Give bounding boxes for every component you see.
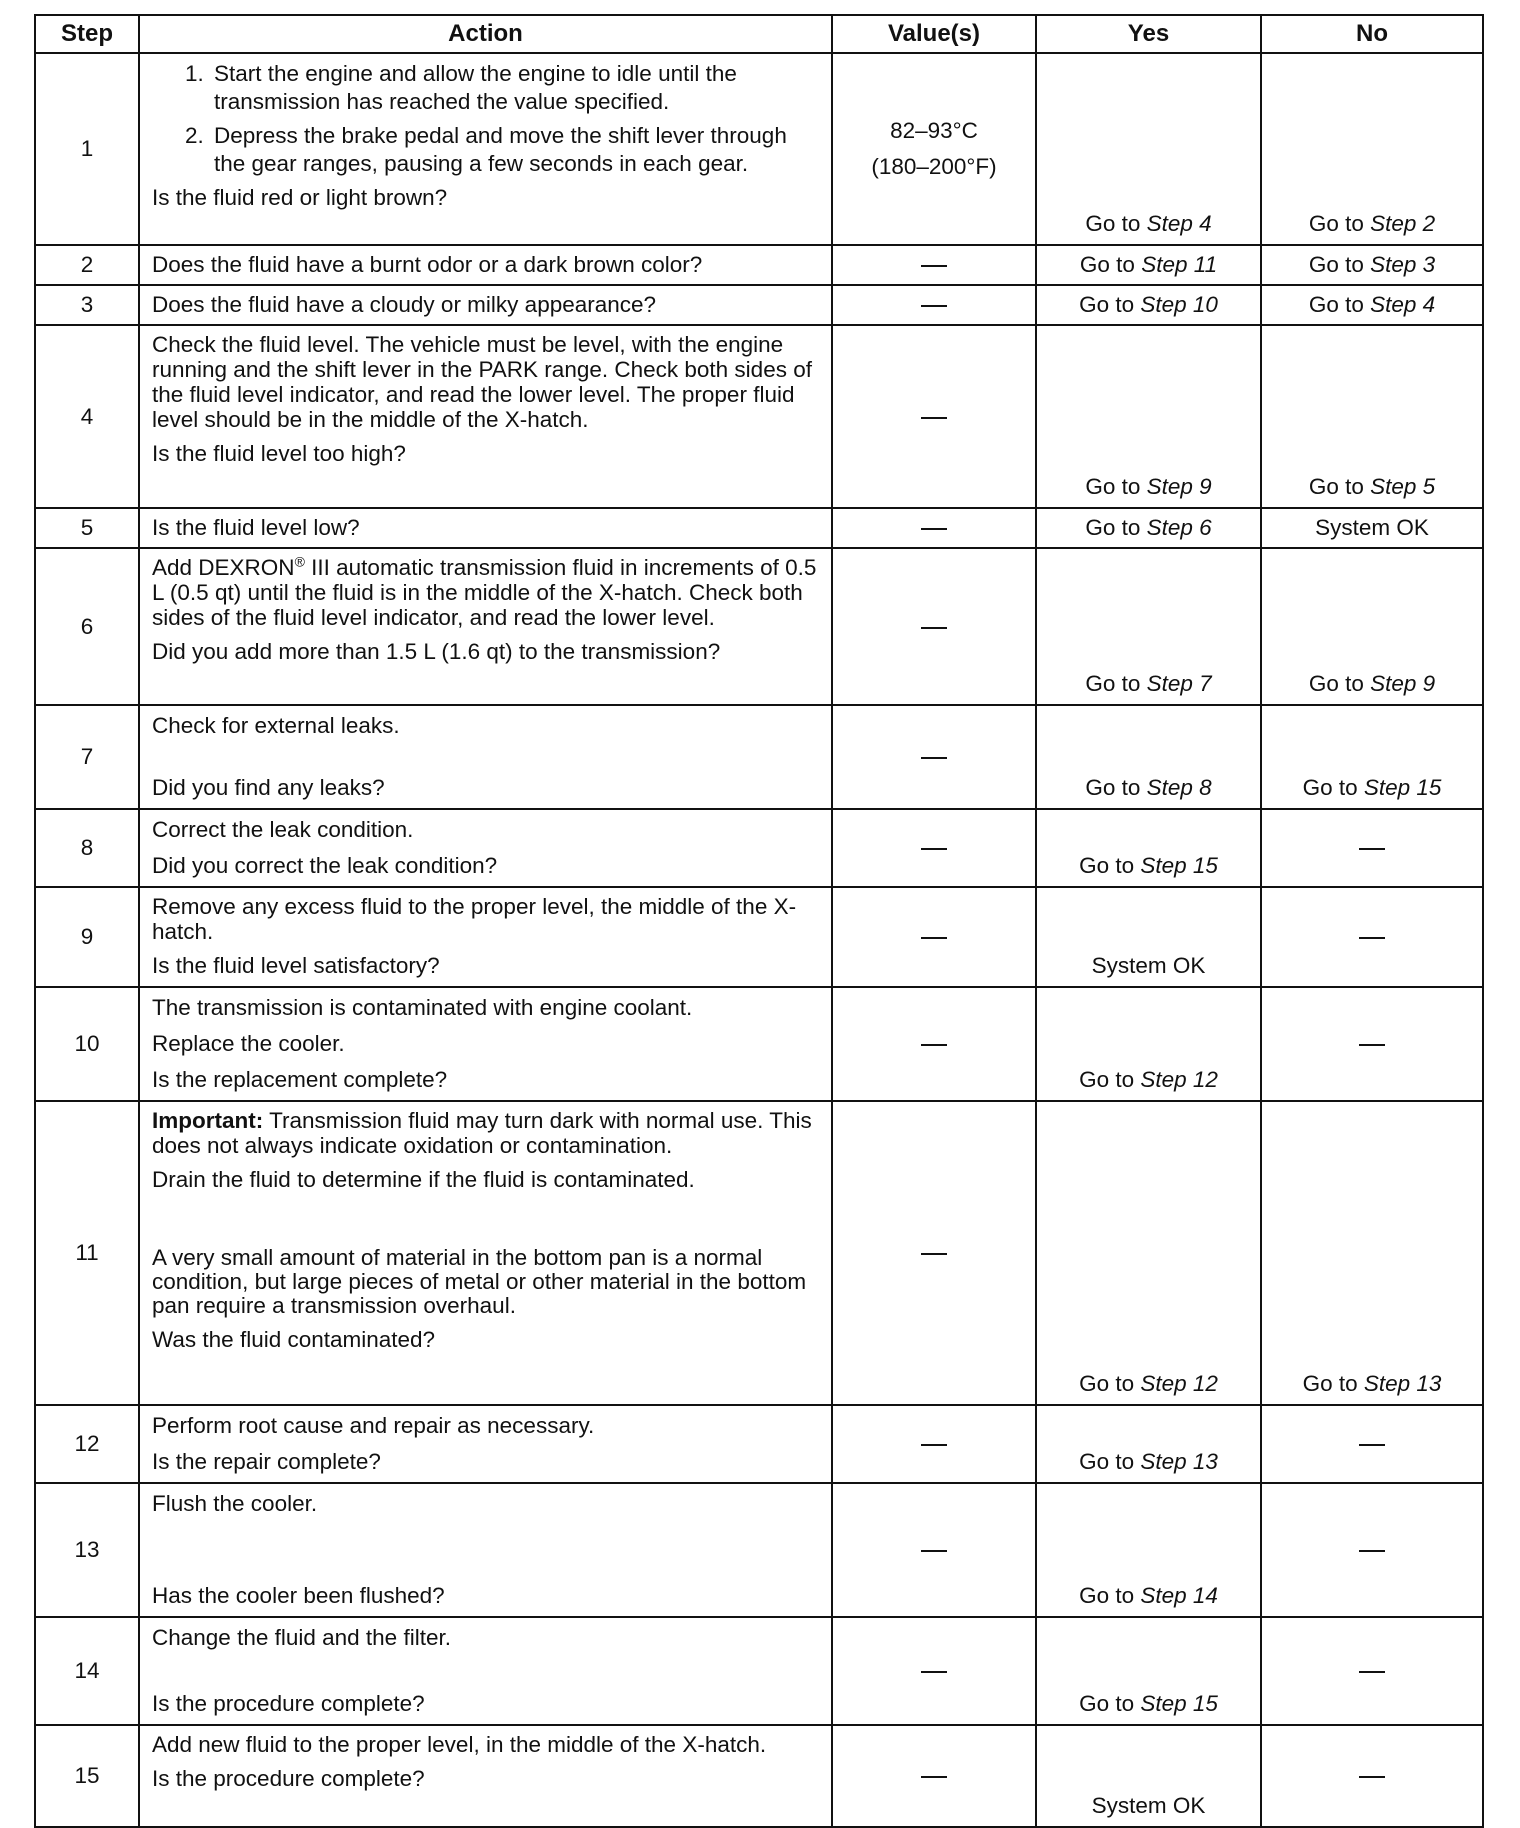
- step-number: 5: [35, 508, 139, 548]
- goto-label: Go to: [1308, 671, 1364, 696]
- goto-label: Go to: [1079, 252, 1135, 277]
- no-cell: [1261, 53, 1483, 245]
- goto-step-link[interactable]: Step 15: [1140, 853, 1218, 878]
- yes-cell: [1036, 1101, 1261, 1405]
- table-row-step-9: [35, 887, 1483, 987]
- diagnostic-table: [34, 14, 1484, 1828]
- dash-mark: [1359, 848, 1385, 850]
- goto-label: Go to: [1085, 515, 1141, 540]
- no-cell: [1261, 1483, 1483, 1617]
- yes-cell: [1036, 508, 1261, 548]
- dash-mark: [921, 1444, 947, 1446]
- goto-step-link[interactable]: Step 12: [1140, 1371, 1218, 1396]
- action-cell: [139, 1725, 832, 1827]
- value-cell: [832, 548, 1036, 705]
- value-cell: [832, 1405, 1036, 1483]
- header-action: Action: [139, 15, 832, 53]
- table-row-step-11: [35, 1101, 1483, 1405]
- table-row-step-12: [35, 1405, 1483, 1483]
- goto-step-link[interactable]: Step 8: [1146, 775, 1212, 800]
- important-text: Transmission fluid may turn dark with normal use. This does not always indicate oxidation or contamination.: [152, 1108, 812, 1158]
- action-text: Perform root cause and repair as necessary.: [152, 1413, 595, 1438]
- action-text: Correct the leak condition.: [152, 817, 414, 842]
- dash-mark: [921, 627, 947, 629]
- action-text-secondary: Replace the cooler.: [152, 1031, 345, 1056]
- no-cell: [1261, 705, 1483, 809]
- step-number: 15: [35, 1725, 139, 1827]
- goto-step-link[interactable]: Step 14: [1140, 1583, 1218, 1608]
- dash-mark: [921, 1776, 947, 1778]
- action-text: Remove any excess fluid to the proper level, the middle of the X-hatch.: [152, 894, 797, 944]
- goto-label: Go to: [1308, 474, 1364, 499]
- value-cell: [832, 987, 1036, 1101]
- header-yes: Yes: [1036, 15, 1261, 53]
- goto-step-link[interactable]: Step 5: [1370, 474, 1436, 499]
- action-question: Does the fluid have a cloudy or milky appearance?: [152, 292, 657, 317]
- table-row-step-7: [35, 705, 1483, 809]
- value-celsius: 82–93°C: [890, 118, 978, 143]
- action-text: Drain the fluid to determine if the fluid is contaminated.: [152, 1167, 695, 1192]
- dash-mark: [1359, 937, 1385, 939]
- yes-cell: [1036, 705, 1261, 809]
- action-question: Did you correct the leak condition?: [152, 853, 498, 878]
- step-number: 14: [35, 1617, 139, 1725]
- table-row-step-14: [35, 1617, 1483, 1725]
- goto-step-link[interactable]: Step 15: [1363, 775, 1442, 800]
- yes-cell: [1036, 809, 1261, 887]
- dash-mark: [921, 1671, 947, 1673]
- goto-label: Go to: [1085, 671, 1141, 696]
- goto-step-link[interactable]: Step 13: [1363, 1371, 1442, 1396]
- table-row-step-1: [35, 53, 1483, 245]
- action-text-secondary: A very small amount of material in the bottom pan is a normal condition, but large pieces of metal or other material in the bottom pan require a transmission overhaul.: [152, 1245, 807, 1318]
- value-cell: [832, 1483, 1036, 1617]
- dash-mark: [921, 757, 947, 759]
- action-cell: [139, 508, 832, 548]
- value-cell: [832, 1617, 1036, 1725]
- action-question: Is the replacement complete?: [152, 1067, 448, 1092]
- goto-step-link[interactable]: Step 10: [1140, 292, 1218, 317]
- table-row-step-13: [35, 1483, 1483, 1617]
- value-cell: [832, 245, 1036, 285]
- value-cell: [832, 809, 1036, 887]
- list-item: 2. Depress the brake pedal and move the shift lever through the gear ranges, pausing a few seconds in each gear.: [210, 122, 819, 178]
- action-question: Has the cooler been flushed?: [152, 1583, 445, 1608]
- step-number: 3: [35, 285, 139, 325]
- table-row-step-8: [35, 809, 1483, 887]
- value-cell: [832, 53, 1036, 245]
- spacer: [152, 1202, 819, 1246]
- action-cell: [139, 705, 832, 809]
- goto-step-link[interactable]: Step 7: [1146, 671, 1212, 696]
- dash-mark: [1359, 1776, 1385, 1778]
- goto-step-link[interactable]: Step 6: [1146, 515, 1212, 540]
- important-note: [152, 1108, 819, 1158]
- goto-label: Go to: [1085, 211, 1141, 236]
- goto-step-link[interactable]: Step 11: [1141, 252, 1218, 277]
- dash-mark: [921, 265, 947, 267]
- no-cell: [1261, 1101, 1483, 1405]
- goto-label: Go to: [1308, 252, 1364, 277]
- table-row-step-10: [35, 987, 1483, 1101]
- step-number: 1: [35, 53, 139, 245]
- action-cell: [139, 548, 832, 705]
- goto-step-link[interactable]: Step 9: [1370, 671, 1436, 696]
- yes-cell: [1036, 325, 1261, 508]
- goto-label: Go to: [1079, 1067, 1135, 1092]
- no-cell: [1261, 325, 1483, 508]
- goto-label: Go to: [1308, 211, 1364, 236]
- no-cell: [1261, 887, 1483, 987]
- goto-step-link[interactable]: Step 4: [1370, 292, 1436, 317]
- dash-mark: [921, 417, 947, 419]
- step-number: 2: [35, 245, 139, 285]
- goto-label: Go to: [1079, 1583, 1135, 1608]
- yes-cell: System OK: [1036, 1725, 1261, 1827]
- action-text: [152, 555, 819, 630]
- yes-cell: [1036, 285, 1261, 325]
- yes-cell: [1036, 1405, 1261, 1483]
- no-cell: [1261, 245, 1483, 285]
- goto-label: Go to: [1079, 292, 1135, 317]
- header-no: No: [1261, 15, 1483, 53]
- action-question: Is the fluid red or light brown?: [152, 185, 448, 210]
- action-text: Check for external leaks.: [152, 713, 400, 738]
- yes-cell: [1036, 1483, 1261, 1617]
- no-cell: [1261, 548, 1483, 705]
- step-number: 11: [35, 1101, 139, 1405]
- goto-label: Go to: [1308, 292, 1364, 317]
- no-cell: [1261, 1725, 1483, 1827]
- yes-cell: [1036, 53, 1261, 245]
- action-cell: [139, 325, 832, 508]
- goto-label: Go to: [1079, 1691, 1135, 1716]
- value-cell: [832, 705, 1036, 809]
- yes-cell: System OK: [1036, 887, 1261, 987]
- goto-label: Go to: [1079, 853, 1135, 878]
- table-row-step-3: [35, 285, 1483, 325]
- step-number: 4: [35, 325, 139, 508]
- action-cell: [139, 1617, 832, 1725]
- action-cell: [139, 1405, 832, 1483]
- spacer: [152, 1526, 819, 1582]
- spacer: [152, 1660, 819, 1690]
- action-text: Change the fluid and the filter.: [152, 1625, 451, 1650]
- action-cell: [139, 245, 832, 285]
- step-number: 8: [35, 809, 139, 887]
- action-question: Is the repair complete?: [152, 1449, 381, 1474]
- table-row-step-15: [35, 1725, 1483, 1827]
- value-cell: [832, 325, 1036, 508]
- action-list: [152, 60, 819, 178]
- action-cell: [139, 809, 832, 887]
- action-cell: [139, 53, 832, 245]
- goto-step-link[interactable]: Step 13: [1140, 1449, 1218, 1474]
- step-number: 13: [35, 1483, 139, 1617]
- value-cell: [832, 887, 1036, 987]
- dash-mark: [921, 1253, 947, 1255]
- dash-mark: [1359, 1444, 1385, 1446]
- goto-step-link[interactable]: Step 3: [1370, 252, 1436, 277]
- product-name: Add DEXRON: [152, 555, 295, 580]
- dash-mark: [921, 305, 947, 307]
- goto-label: Go to: [1302, 1371, 1358, 1396]
- goto-step-link[interactable]: Step 12: [1140, 1067, 1218, 1092]
- registered-mark: ®: [294, 553, 305, 570]
- action-text: Check the fluid level. The vehicle must be level, with the engine running and the shift lever in the PARK range. Check both sides of the fluid level indicator, and read the lower level. The proper fluid level should be in the middle of the X-hatch.: [152, 332, 812, 432]
- value-cell: [832, 1725, 1036, 1827]
- action-text: Flush the cooler.: [152, 1491, 318, 1516]
- dash-mark: [921, 1044, 947, 1046]
- dash-mark: [1359, 1044, 1385, 1046]
- value-cell: [832, 508, 1036, 548]
- no-cell: [1261, 285, 1483, 325]
- step-number: 10: [35, 987, 139, 1101]
- action-question: Is the fluid level too high?: [152, 441, 406, 466]
- no-cell: [1261, 1617, 1483, 1725]
- action-cell: [139, 1101, 832, 1405]
- dash-mark: [921, 1550, 947, 1552]
- dash-mark: [921, 937, 947, 939]
- yes-cell: [1036, 987, 1261, 1101]
- no-cell: [1261, 987, 1483, 1101]
- action-cell: [139, 285, 832, 325]
- action-text: The transmission is contaminated with engine coolant.: [152, 995, 693, 1020]
- no-cell: [1261, 1405, 1483, 1483]
- dash-mark: [1359, 1550, 1385, 1552]
- goto-step-link[interactable]: Step 4: [1146, 211, 1212, 236]
- table-row-step-6: [35, 548, 1483, 705]
- goto-step-link[interactable]: Step 15: [1140, 1691, 1218, 1716]
- action-question: Did you find any leaks?: [152, 775, 385, 800]
- goto-label: Go to: [1079, 1371, 1135, 1396]
- action-question: Does the fluid have a burnt odor or a dark brown color?: [152, 252, 703, 277]
- dash-mark: [921, 528, 947, 530]
- table-row-step-2: [35, 245, 1483, 285]
- dash-mark: [921, 848, 947, 850]
- goto-label: Go to: [1302, 775, 1358, 800]
- goto-step-link[interactable]: Step 2: [1370, 211, 1436, 236]
- action-question: Is the fluid level satisfactory?: [152, 953, 440, 978]
- action-question: Is the procedure complete?: [152, 1691, 425, 1716]
- table-row-step-5: [35, 508, 1483, 548]
- list-item: 1. Start the engine and allow the engine to idle until the transmission has reached the value specified.: [210, 60, 819, 116]
- value-cell: [832, 285, 1036, 325]
- step-number: 12: [35, 1405, 139, 1483]
- action-question: Was the fluid contaminated?: [152, 1327, 436, 1352]
- action-question: Is the fluid level low?: [152, 515, 360, 540]
- no-cell: System OK: [1261, 508, 1483, 548]
- value-cell: [832, 1101, 1036, 1405]
- important-label: Important:: [152, 1108, 264, 1133]
- yes-cell: [1036, 245, 1261, 285]
- header-row: [35, 15, 1483, 53]
- step-number: 9: [35, 887, 139, 987]
- step-number: 7: [35, 705, 139, 809]
- goto-label: Go to: [1085, 775, 1141, 800]
- action-cell: [139, 887, 832, 987]
- value-fahrenheit: (180–200°F): [871, 154, 997, 179]
- yes-cell: [1036, 548, 1261, 705]
- action-question: Did you add more than 1.5 L (1.6 qt) to the transmission?: [152, 639, 721, 664]
- action-question: Is the procedure complete?: [152, 1766, 425, 1791]
- goto-label: Go to: [1085, 474, 1141, 499]
- table-row-step-4: [35, 325, 1483, 508]
- goto-label: Go to: [1079, 1449, 1135, 1474]
- action-text: Add new fluid to the proper level, in the middle of the X-hatch.: [152, 1732, 767, 1757]
- no-cell: [1261, 809, 1483, 887]
- action-cell: [139, 1483, 832, 1617]
- yes-cell: [1036, 1617, 1261, 1725]
- goto-step-link[interactable]: Step 9: [1146, 474, 1212, 499]
- diagnostic-table-sheet: [34, 14, 1482, 1828]
- dash-mark: [1359, 1671, 1385, 1673]
- step-number: 6: [35, 548, 139, 705]
- spacer: [152, 748, 819, 774]
- header-step: Step: [35, 15, 139, 53]
- action-text-rest: III automatic transmission fluid in increments of 0.5 L (0.5 qt) until the fluid is in the middle of the X-hatch. Check both sides of the fluid level indicator, and read the lower level.: [152, 555, 817, 630]
- header-values: Value(s): [832, 15, 1036, 53]
- action-cell: [139, 987, 832, 1101]
